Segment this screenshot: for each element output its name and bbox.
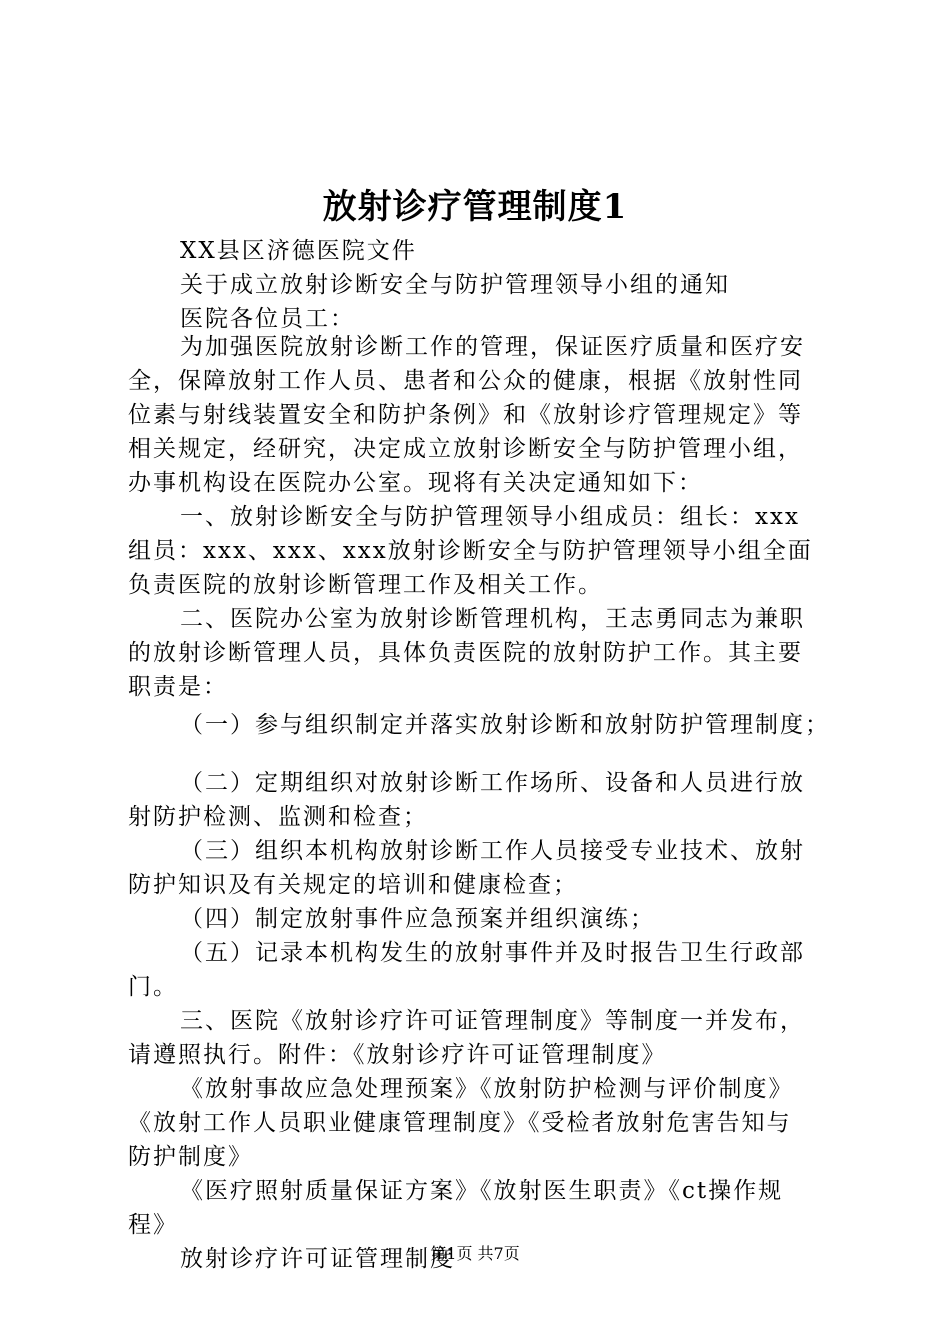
text-line: 位素与射线装置安全和防护条例》和《放射诊疗管理规定》等 (128, 402, 803, 428)
text-line: 射防护检测、监测和检查； (128, 804, 428, 830)
text-line: （一）参与组织制定并落实放射诊断和放射防护管理制度； (180, 712, 830, 738)
text-line: （三）组织本机构放射诊断工作人员接受专业技术、放射 (180, 838, 805, 864)
text-line: 全，保障放射工作人员、患者和公众的健康，根据《放射性同 (128, 368, 803, 394)
text-line: 关于成立放射诊断安全与防护管理领导小组的通知 (180, 272, 730, 298)
text-line: 门。 (128, 974, 178, 1000)
text-line: 相关规定，经研究，决定成立放射诊断安全与防护管理小组， (128, 436, 803, 462)
text-line: 《放射事故应急处理预案》《放射防护检测与评价制度》 (180, 1076, 794, 1102)
text-line: 一、放射诊断安全与防护管理领导小组成员：组长：xxx (180, 504, 800, 530)
text-line: 二、医院办公室为放射诊断管理机构，王志勇同志为兼职 (180, 606, 805, 632)
text-line: 办事机构设在医院办公室。现将有关决定通知如下： (128, 470, 703, 496)
document-title: 放射诊疗管理制度1 (322, 187, 628, 227)
text-line: 职责是： (128, 674, 228, 700)
text-line: 《医疗照射质量保证方案》《放射医生职责》《ct操作规 (180, 1178, 784, 1204)
text-line: 医院各位员工： (180, 306, 355, 332)
text-line: （四）制定放射事件应急预案并组织演练； (180, 906, 655, 932)
text-line: XX县区济德医院文件 (180, 238, 417, 264)
text-line: 组员：xxx、xxx、xxx放射诊断安全与防护管理领导小组全面 (128, 538, 813, 564)
text-line: 为加强医院放射诊断工作的管理，保证医疗质量和医疗安 (180, 334, 805, 360)
text-line: 防护制度》 (128, 1144, 253, 1170)
text-line: （二）定期组织对放射诊断工作场所、设备和人员进行放 (180, 770, 805, 796)
text-line: 程》 (128, 1212, 178, 1238)
text-line: 放射诊疗许可证管理制度 (180, 1246, 455, 1272)
text-line: 负责医院的放射诊断管理工作及相关工作。 (128, 572, 603, 598)
text-line: 《放射工作人员职业健康管理制度》《受检者放射危害告知与 (128, 1110, 792, 1136)
text-line: 三、医院《放射诊疗许可证管理制度》等制度一并发布， (180, 1008, 805, 1034)
text-line: 的放射诊断管理人员，具体负责医院的放射防护工作。其主要 (128, 640, 803, 666)
text-line: 防护知识及有关规定的培训和健康检查； (128, 872, 578, 898)
page-footer: 第1页 共7页 (430, 1244, 520, 1263)
text-line: （五）记录本机构发生的放射事件并及时报告卫生行政部 (180, 940, 805, 966)
text-line: 请遵照执行。附件：《放射诊疗许可证管理制度》 (128, 1042, 667, 1068)
